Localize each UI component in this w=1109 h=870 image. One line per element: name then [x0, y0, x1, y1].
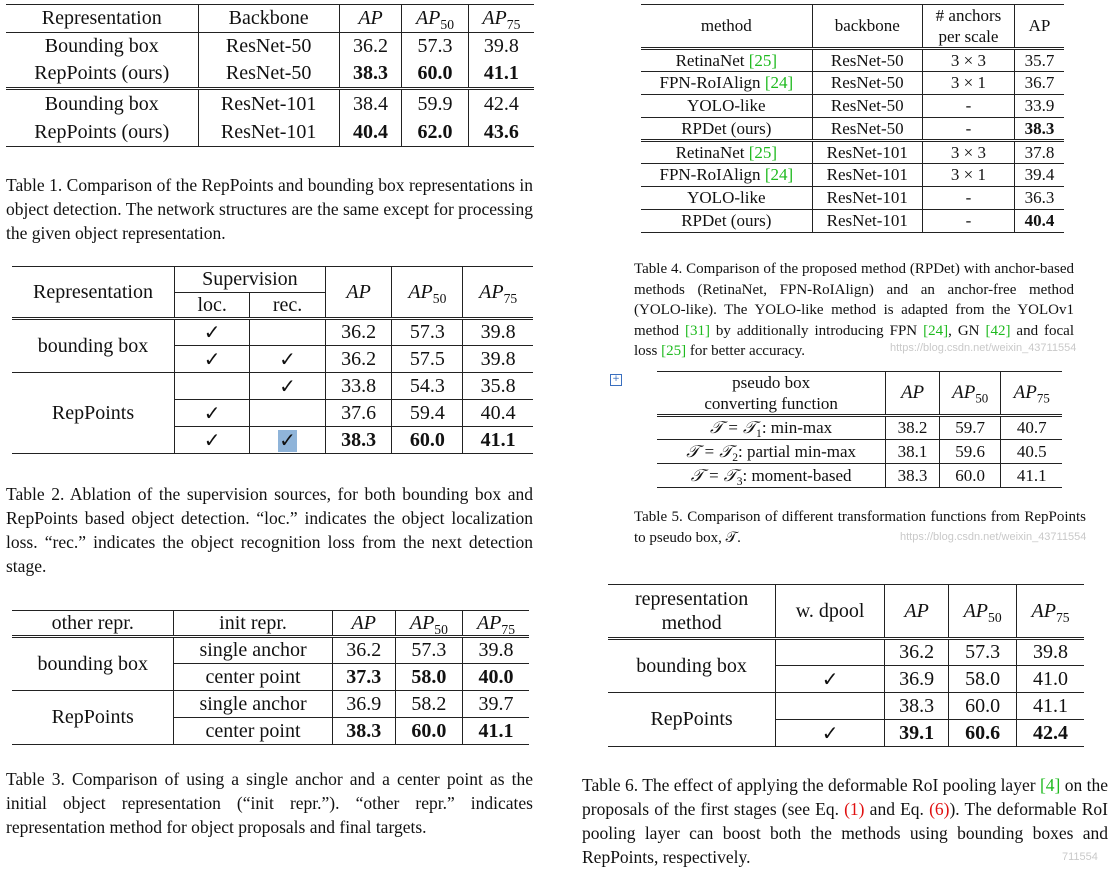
table-cell: 57.3 [402, 33, 468, 61]
table-2 [12, 266, 533, 454]
table-cell: 36.9 [885, 666, 949, 693]
table-cell: 33.8 [325, 373, 392, 400]
check-icon: ✓ [175, 427, 250, 454]
table-5-caption: Table 5. Comparison of different transformation functions from RepPoints to pseudo box, 𝒯. [634, 509, 1086, 546]
table-cell: 58.0 [395, 664, 462, 691]
table-cell: 57.3 [395, 637, 462, 664]
table-cell: 33.9 [1024, 96, 1055, 115]
table-cell: ResNet-50 [198, 61, 339, 89]
table-5 [657, 371, 1062, 488]
table-cell [250, 319, 325, 346]
table-cell: 58.0 [949, 666, 1017, 693]
table-cell: 62.0 [402, 119, 468, 147]
table-cell: RepPoints (ours) [6, 119, 198, 147]
table-cell: 39.8 [478, 639, 514, 661]
t6-group-reppoints: RepPoints [608, 693, 776, 747]
table-cell: 3 × 3 [922, 49, 1014, 72]
table-cell: RPDet (ours) [641, 118, 812, 141]
watermark: https://blog.csdn.net/weixin_43711554 [900, 531, 1087, 543]
table-cell: 39.4 [1024, 165, 1055, 184]
table-cell: - [922, 187, 1014, 210]
table-cell: 𝒯 = 𝒯$_2$: partial min-max [657, 440, 886, 464]
t4-header-method: method [641, 5, 812, 49]
table-cell: 41.1 [480, 428, 516, 451]
t1-header-ap50: $AP_{50}$ [402, 5, 468, 33]
table-cell: center point [174, 664, 332, 691]
table-cell: 38.1 [886, 440, 940, 464]
table-4-caption: Table 4. Comparison of the proposed method (RPDet) with anchor-based methods (RetinaNet, FPN-RoIAlign) and an anchor-free method (YOLO-like). The YOLO-like method is adapted from the YOLOv1 method [31] by additionally introducing FPN [24], GN [42] and focal loss [25] for better accuracy. [634, 261, 1075, 359]
table-cell: 36.2 [339, 33, 401, 61]
table-cell: Bounding box [6, 89, 198, 119]
table-cell: 36.3 [1024, 188, 1055, 207]
table-cell: ResNet-101 [812, 141, 922, 164]
table-cell: - [922, 210, 1014, 233]
table-cell: 39.8 [1033, 641, 1069, 663]
t2-header-supervision: Supervision [175, 267, 326, 293]
table-cell [776, 693, 885, 720]
table-cell: 60.0 [949, 693, 1017, 720]
t4-header-anchors: # anchors per scale [922, 5, 1014, 49]
table-cell: 38.2 [886, 416, 940, 440]
t3-header-init-repr: init repr. [174, 611, 332, 637]
table-cell: 42.4 [1033, 721, 1069, 744]
table-cell: 38.3 [1024, 118, 1055, 138]
table-cell: YOLO-like [641, 187, 812, 210]
table-cell: 38.3 [339, 61, 401, 89]
table-cell: ResNet-101 [198, 119, 339, 147]
table-cell: 57.3 [949, 639, 1017, 666]
t1-header-ap75: $AP_{75}$ [482, 7, 521, 32]
table-cell: 60.0 [402, 61, 468, 89]
t3-header-ap75: $AP_{75}$ [476, 611, 515, 637]
table-cell: 58.2 [395, 691, 462, 718]
table-cell: 37.6 [325, 400, 392, 427]
table-cell: 60.0 [939, 464, 1001, 488]
t2-header-ap: AP [325, 267, 392, 319]
table-cell: 36.2 [325, 319, 392, 346]
table-cell: 36.7 [1024, 73, 1055, 92]
table-cell: ResNet-101 [812, 164, 922, 187]
t6-header-ap50: $AP_{50}$ [949, 585, 1017, 639]
table-cell: 35.8 [480, 374, 516, 397]
table-cell: 40.4 [480, 401, 516, 424]
table-cell: 3 × 1 [922, 164, 1014, 187]
t5-header-ap75: $AP_{75}$ [1013, 382, 1050, 406]
table-cell: 40.4 [339, 119, 401, 147]
table-cell: RetinaNet [25] [641, 141, 812, 164]
table-cell: 59.6 [939, 440, 1001, 464]
t2-header-loc: loc. [175, 293, 250, 319]
expand-icon[interactable]: + [610, 374, 622, 386]
table-cell [250, 400, 325, 427]
t2-header-representation: Representation [12, 267, 175, 319]
table-cell: 𝒯 = 𝒯$_1$: min-max [657, 416, 886, 440]
table-cell: 43.6 [483, 120, 519, 143]
table-cell: FPN-RoIAlign [24] [641, 72, 812, 95]
table-cell: 41.1 [1016, 465, 1047, 485]
table-cell: ResNet-101 [812, 210, 922, 233]
table-cell: 3 × 3 [922, 141, 1014, 164]
table-1-caption: Table 1. Comparison of the RepPoints and bounding box representations in object detection. The network structures are the same except for processing the given object representation. [6, 175, 533, 243]
table-cell: 57.5 [392, 346, 463, 373]
table-cell: 60.6 [949, 720, 1017, 747]
table-4 [641, 4, 1064, 233]
table-1 [6, 4, 534, 147]
t5-header-ap50: $AP_{50}$ [939, 372, 1001, 416]
table-cell: ResNet-50 [812, 118, 922, 141]
table-cell: 42.4 [483, 92, 519, 115]
table-cell: 38.3 [886, 464, 940, 488]
table-cell [250, 427, 325, 454]
table-cell: 36.2 [885, 639, 949, 666]
t6-header-dpool: w. dpool [776, 585, 885, 639]
table-cell: 39.1 [885, 720, 949, 747]
table-cell: 57.3 [392, 319, 463, 346]
t5-header-ap: AP [886, 372, 940, 416]
table-cell: 40.4 [1024, 211, 1055, 230]
watermark: 711554 [1062, 851, 1098, 863]
table-cell [175, 373, 250, 400]
t3-group-bounding-box: bounding box [12, 637, 174, 691]
t5-header-converting-function: pseudo box converting function [657, 372, 886, 416]
table-cell: single anchor [174, 637, 332, 664]
table-cell: Bounding box [6, 33, 198, 61]
table-cell: 60.0 [392, 427, 463, 454]
t4-header-ap: AP [1028, 16, 1051, 35]
table-cell: 37.3 [332, 664, 395, 691]
table-cell: 37.8 [1024, 142, 1055, 162]
table-cell [776, 639, 885, 666]
check-icon: ✓ [175, 346, 250, 373]
table-cell: 38.4 [339, 89, 401, 119]
table-cell: 39.7 [478, 692, 514, 715]
table-cell: 54.3 [392, 373, 463, 400]
check-icon: ✓ [250, 373, 325, 400]
t1-header-ap: AP [339, 5, 401, 33]
table-cell: 38.3 [885, 693, 949, 720]
t6-header-representation-method: representation method [608, 585, 776, 639]
t1-header-backbone: Backbone [198, 5, 339, 33]
table-cell: 36.2 [332, 637, 395, 664]
table-cell: 39.8 [480, 321, 516, 343]
table-cell: FPN-RoIAlign [24] [641, 164, 812, 187]
t3-header-ap50: $AP_{50}$ [395, 611, 462, 637]
table-cell: ResNet-101 [198, 89, 339, 119]
table-cell: 3 × 1 [922, 72, 1014, 95]
table-cell: RetinaNet [25] [641, 49, 812, 72]
t3-header-other-repr: other repr. [12, 611, 174, 637]
check-icon: ✓ [250, 346, 325, 373]
table-3 [12, 610, 529, 745]
table-cell: 38.3 [325, 427, 392, 454]
check-icon: ✓ [279, 429, 296, 452]
t2-header-ap50: $AP_{50}$ [392, 267, 463, 319]
watermark: https://blog.csdn.net/weixin_43711554 [890, 342, 1077, 354]
t2-group-reppoints: RepPoints [12, 373, 175, 454]
table-cell: RPDet (ours) [641, 210, 812, 233]
table-cell: YOLO-like [641, 95, 812, 118]
table-cell: 36.2 [325, 346, 392, 373]
t2-header-ap75: $AP_{75}$ [479, 280, 518, 306]
table-cell: 59.9 [402, 89, 468, 119]
table-cell: ResNet-50 [812, 49, 922, 72]
table-2-caption: Table 2. Ablation of the supervision sources, for both bounding box and RepPoints based object detection. “loc.” indicates the object localization loss. “rec.” indicates the object recognition loss from the next detection stage. [6, 484, 533, 576]
check-icon: ✓ [776, 666, 885, 693]
table-cell: 59.7 [939, 416, 1001, 440]
t4-header-backbone: backbone [812, 5, 922, 49]
table-cell: 38.3 [332, 718, 395, 745]
t2-header-rec: rec. [250, 293, 325, 319]
t3-header-ap: AP [332, 611, 395, 637]
table-cell: 40.7 [1016, 418, 1047, 437]
table-cell: ResNet-50 [812, 72, 922, 95]
table-cell: single anchor [174, 691, 332, 718]
t6-group-bounding-box: bounding box [608, 639, 776, 693]
table-6 [608, 584, 1084, 747]
t2-group-bounding-box: bounding box [12, 319, 175, 373]
table-cell: - [922, 118, 1014, 141]
check-icon: ✓ [776, 720, 885, 747]
t6-header-ap75: $AP_{75}$ [1031, 599, 1070, 625]
t6-header-ap: AP [885, 585, 949, 639]
table-cell: 39.8 [480, 347, 516, 370]
t3-group-reppoints: RepPoints [12, 691, 174, 745]
table-cell: RepPoints (ours) [6, 61, 198, 89]
table-cell: 59.4 [392, 400, 463, 427]
table-cell: 𝒯 = 𝒯$_3$: moment-based [657, 464, 886, 488]
table-cell: 40.5 [1016, 441, 1047, 461]
table-cell: 36.9 [332, 691, 395, 718]
table-cell: 35.7 [1024, 50, 1055, 70]
table-cell: 41.0 [1033, 667, 1069, 690]
table-cell: 39.8 [483, 35, 519, 58]
table-cell: 40.0 [478, 665, 514, 688]
table-cell: 41.1 [478, 719, 514, 742]
table-cell: - [922, 95, 1014, 118]
table-cell: 41.1 [483, 62, 519, 85]
table-cell: 41.1 [1033, 694, 1069, 717]
table-cell: 60.0 [395, 718, 462, 745]
check-icon: ✓ [175, 319, 250, 346]
check-icon: ✓ [175, 400, 250, 427]
table-6-caption: Table 6. The effect of applying the deformable RoI pooling layer [4] on the proposals of the first stages (see Eq. (1) and Eq. (6)). The deformable RoI pooling layer can boost both the methods using bounding boxes and RepPoints, respectively. [582, 775, 1108, 867]
t1-header-representation: Representation [6, 5, 198, 33]
table-cell: ResNet-101 [812, 187, 922, 210]
table-cell: ResNet-50 [812, 95, 922, 118]
table-cell: center point [174, 718, 332, 745]
table-3-caption: Table 3. Comparison of using a single anchor and a center point as the initial object representation (“init repr.”). “other repr.” indicates representation method for object proposals and final targets. [6, 769, 533, 837]
table-cell: ResNet-50 [198, 33, 339, 61]
